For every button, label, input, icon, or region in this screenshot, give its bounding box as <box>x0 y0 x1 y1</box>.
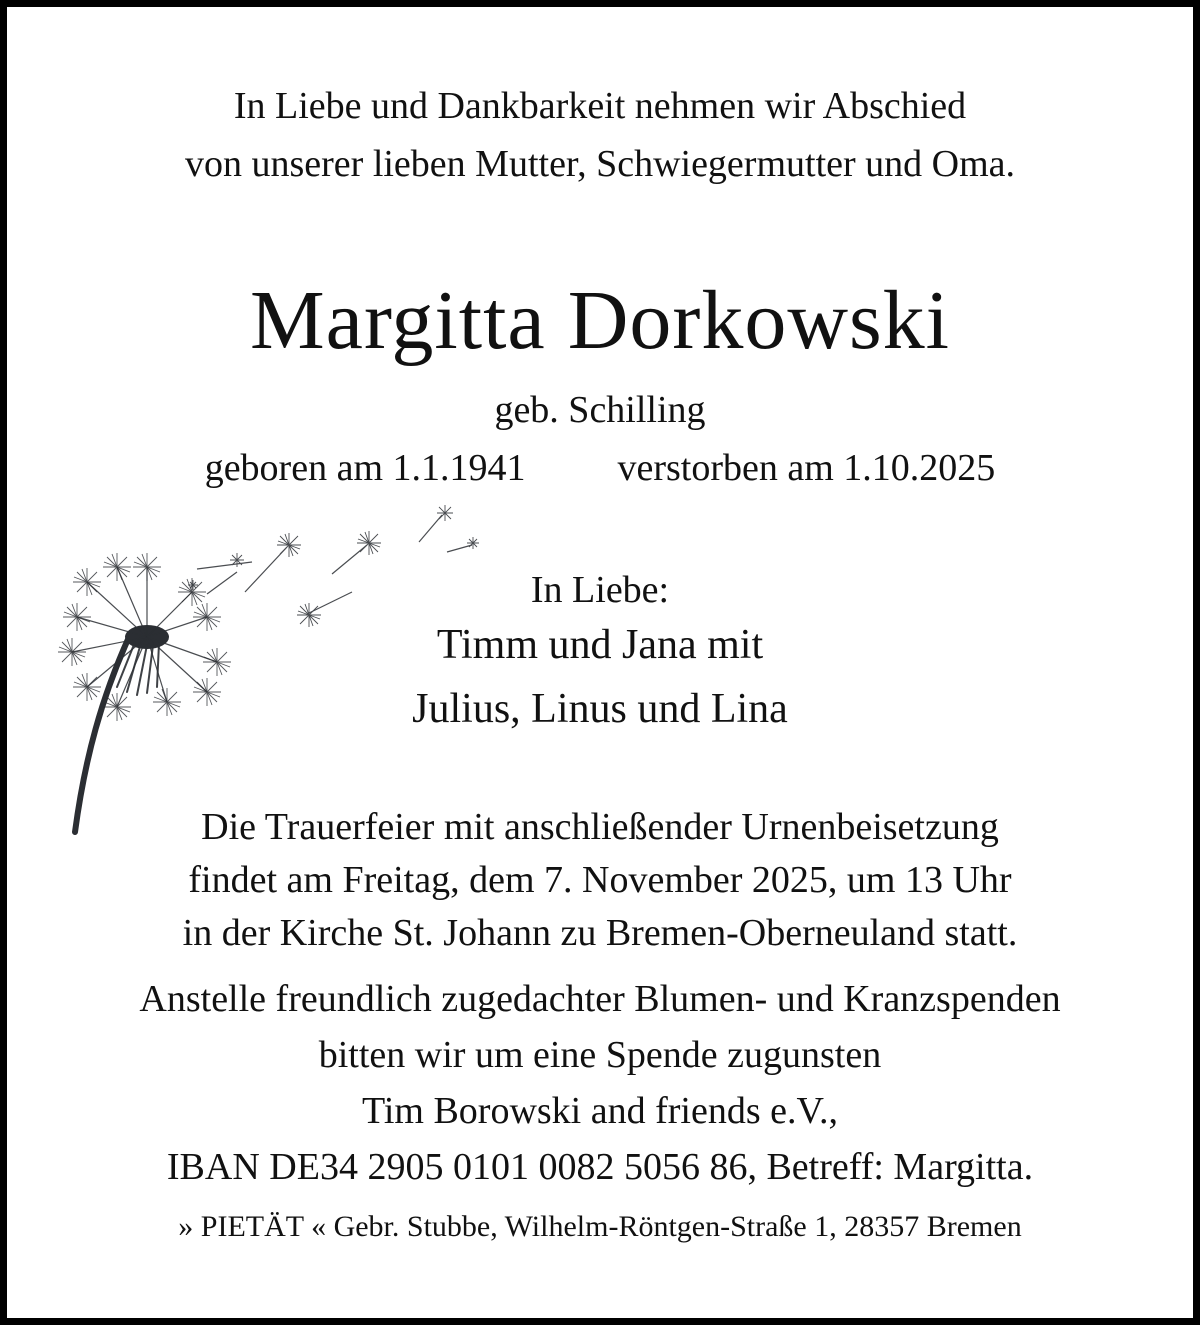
birth-date: geboren am 1.1.1941 <box>204 447 526 489</box>
donation-iban-line: IBAN DE34 2905 0101 0082 5056 86, Betreff: Margitta. <box>166 1146 1034 1188</box>
service-line-1: Die Trauerfeier mit anschließender Urnenbeisetzung <box>201 806 999 848</box>
donation-line-1: Anstelle freundlich zugedachter Blumen- und Kranzspenden <box>139 978 1061 1020</box>
donation-line-2: bitten wir um eine Spende zugunsten <box>318 1034 882 1076</box>
maiden-name: geb. Schilling <box>494 389 706 431</box>
intro-line-2: von unserer lieben Mutter, Schwiegermutter und Oma. <box>184 143 1016 185</box>
life-dates <box>7 443 1193 493</box>
intro-line-1: In Liebe und Dankbarkeit nehmen wir Abschied <box>233 85 967 127</box>
donation-line-3: Tim Borowski and friends e.V., <box>361 1090 839 1132</box>
service-line-2: findet am Freitag, dem 7. November 2025, um 13 Uhr <box>188 859 1012 901</box>
mourners-label: In Liebe: <box>530 569 670 611</box>
deceased-name: Margitta Dorkowski <box>249 274 951 367</box>
obituary-notice <box>7 7 1193 1318</box>
mourners-line-2: Julius, Linus und Lina <box>412 686 788 732</box>
undertaker-address: » PIETÄT « Gebr. Stubbe, Wilhelm-Röntgen-Straße 1, 28357 Bremen <box>178 1210 1022 1243</box>
mourners-line-1: Timm und Jana mit <box>436 622 764 668</box>
death-date: verstorben am 1.10.2025 <box>617 447 996 489</box>
service-line-3: in der Kirche St. Johann zu Bremen-Oberneuland statt. <box>182 912 1018 954</box>
